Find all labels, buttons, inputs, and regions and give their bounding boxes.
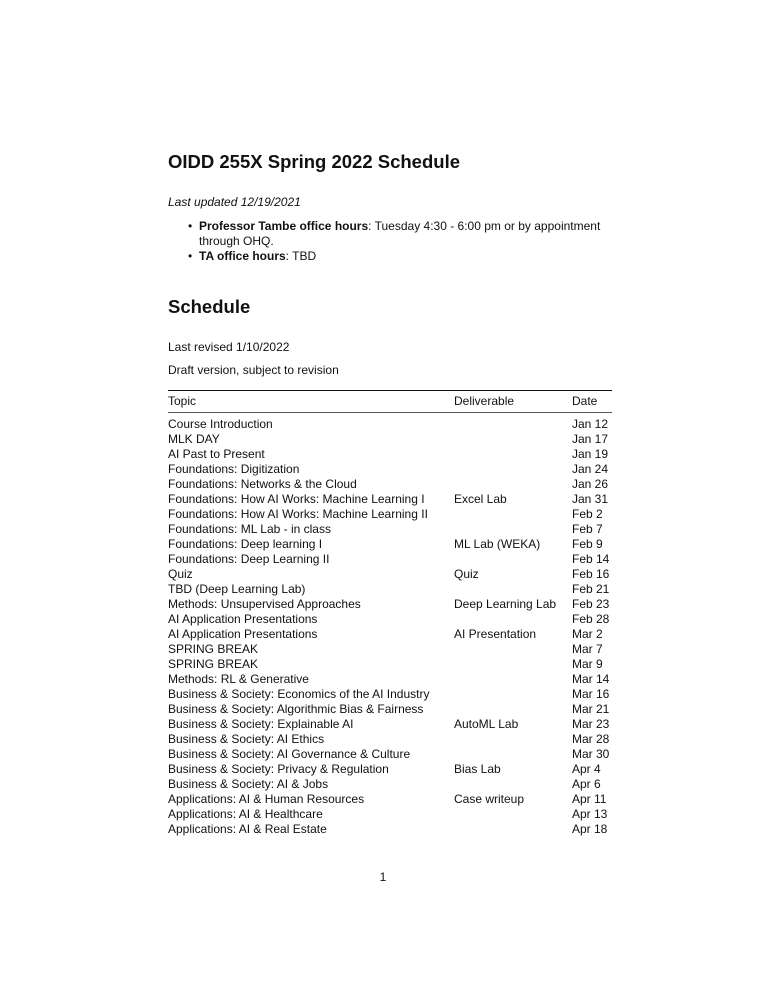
cell-deliverable (454, 642, 572, 657)
table-row (168, 582, 612, 597)
cell-deliverable (454, 462, 572, 477)
cell-date: Mar 7 (572, 642, 603, 656)
cell-date: Feb 7 (572, 522, 603, 536)
cell-topic: Foundations: Digitization (168, 462, 300, 476)
schedule-table (168, 390, 612, 837)
table-row (168, 702, 612, 717)
schedule-heading: Schedule (168, 296, 251, 317)
table-row (168, 612, 612, 627)
cell-deliverable (454, 777, 572, 792)
table-row (168, 717, 612, 732)
table-row (168, 732, 612, 747)
cell-date: Apr 4 (572, 762, 601, 776)
table-row (168, 462, 612, 477)
cell-topic: TBD (Deep Learning Lab) (168, 582, 306, 596)
cell-topic: Applications: AI & Human Resources (168, 792, 365, 806)
cell-topic: SPRING BREAK (168, 642, 259, 656)
table-row (168, 447, 612, 462)
table-row (168, 413, 612, 433)
cell-deliverable (454, 552, 572, 567)
cell-date: Mar 9 (572, 657, 603, 671)
cell-deliverable: AutoML Lab (454, 717, 519, 731)
table-header-row (168, 391, 612, 413)
cell-date: Mar 21 (572, 702, 610, 716)
table-row (168, 642, 612, 657)
cell-date: Jan 19 (572, 447, 609, 461)
cell-topic: Foundations: How AI Works: Machine Learning II (168, 507, 428, 521)
draft-note: Draft version, subject to revision (168, 363, 339, 377)
table-row (168, 597, 612, 612)
document-title: OIDD 255X Spring 2022 Schedule (168, 151, 460, 172)
cell-deliverable: AI Presentation (454, 627, 537, 641)
table-row (168, 687, 612, 702)
table-row (168, 477, 612, 492)
cell-deliverable (454, 747, 572, 762)
table-row (168, 747, 612, 762)
cell-deliverable (454, 822, 572, 837)
cell-deliverable (454, 612, 572, 627)
cell-date: Jan 31 (572, 492, 609, 506)
cell-date: Apr 6 (572, 777, 601, 791)
office-hours-text: : TBD (285, 249, 317, 263)
column-header-date: Date (572, 394, 598, 408)
cell-topic: Quiz (168, 567, 193, 581)
cell-date: Jan 17 (572, 432, 609, 446)
table-row (168, 762, 612, 777)
cell-date: Feb 9 (572, 537, 603, 551)
cell-deliverable: Bias Lab (454, 762, 501, 776)
office-hours-item-professor (168, 219, 612, 249)
cell-deliverable (454, 447, 572, 462)
cell-date: Feb 14 (572, 552, 610, 566)
cell-date: Feb 21 (572, 582, 610, 596)
cell-deliverable (454, 582, 572, 597)
cell-date: Apr 18 (572, 822, 608, 836)
cell-deliverable (454, 672, 572, 687)
cell-deliverable: Excel Lab (454, 492, 507, 506)
cell-deliverable: ML Lab (WEKA) (454, 537, 541, 551)
table-row (168, 492, 612, 507)
cell-topic: Applications: AI & Healthcare (168, 807, 323, 821)
office-hours-item-ta (168, 249, 612, 264)
table-row (168, 522, 612, 537)
cell-topic: Foundations: ML Lab - in class (168, 522, 331, 536)
cell-topic: Business & Society: Algorithmic Bias & Fairness (168, 702, 424, 716)
cell-date: Mar 14 (572, 672, 610, 686)
cell-topic: AI Past to Present (168, 447, 265, 461)
cell-topic: Foundations: Deep Learning II (168, 552, 330, 566)
office-hours-list (168, 219, 612, 264)
cell-topic: MLK DAY (168, 432, 220, 446)
cell-date: Jan 12 (572, 417, 609, 431)
cell-topic: AI Application Presentations (168, 612, 318, 626)
page-number: 1 (379, 870, 387, 884)
cell-topic: Course Introduction (168, 417, 273, 431)
cell-topic: Business & Society: Explainable AI (168, 717, 354, 731)
cell-deliverable: Deep Learning Lab (454, 597, 557, 611)
cell-topic: Business & Society: Economics of the AI Industry (168, 687, 430, 701)
cell-topic: Methods: Unsupervised Approaches (168, 597, 361, 611)
table-row (168, 627, 612, 642)
cell-deliverable (454, 807, 572, 822)
table-row (168, 792, 612, 807)
cell-date: Feb 23 (572, 597, 610, 611)
table-row (168, 822, 612, 837)
bullet-icon: • (188, 219, 193, 233)
cell-topic: Business & Society: AI Governance & Culture (168, 747, 411, 761)
cell-date: Mar 28 (572, 732, 610, 746)
cell-deliverable (454, 702, 572, 717)
cell-date: Feb 16 (572, 567, 610, 581)
table-row (168, 657, 612, 672)
column-header-topic: Topic (168, 394, 197, 408)
cell-deliverable: Quiz (454, 567, 479, 581)
cell-date: Mar 2 (572, 627, 603, 641)
cell-topic: Business & Society: AI & Jobs (168, 777, 329, 791)
cell-topic: Foundations: Networks & the Cloud (168, 477, 357, 491)
cell-deliverable (454, 413, 572, 433)
table-row (168, 552, 612, 567)
cell-topic: Foundations: Deep learning I (168, 537, 323, 551)
cell-date: Jan 26 (572, 477, 609, 491)
bullet-icon: • (188, 249, 193, 263)
table-row (168, 507, 612, 522)
cell-deliverable (454, 687, 572, 702)
cell-date: Mar 23 (572, 717, 610, 731)
cell-topic: SPRING BREAK (168, 657, 259, 671)
cell-date: Feb 2 (572, 507, 603, 521)
cell-topic: AI Application Presentations (168, 627, 318, 641)
cell-topic: Methods: RL & Generative (168, 672, 309, 686)
cell-topic: Applications: AI & Real Estate (168, 822, 327, 836)
cell-deliverable (454, 657, 572, 672)
cell-deliverable: Case writeup (454, 792, 525, 806)
office-hours-label: Professor Tambe office hours (199, 219, 369, 233)
cell-topic: Business & Society: Privacy & Regulation (168, 762, 389, 776)
cell-deliverable (454, 507, 572, 522)
cell-date: Apr 11 (572, 792, 607, 806)
last-updated-note: Last updated 12/19/2021 (168, 195, 301, 209)
cell-date: Apr 13 (572, 807, 608, 821)
cell-deliverable (454, 732, 572, 747)
cell-deliverable (454, 522, 572, 537)
cell-date: Mar 30 (572, 747, 610, 761)
table-row (168, 432, 612, 447)
table-row (168, 567, 612, 582)
table-row (168, 807, 612, 822)
cell-date: Mar 16 (572, 687, 610, 701)
cell-topic: Business & Society: AI Ethics (168, 732, 325, 746)
last-revised-note: Last revised 1/10/2022 (168, 340, 290, 354)
cell-date: Jan 24 (572, 462, 609, 476)
table-row (168, 777, 612, 792)
cell-topic: Foundations: How AI Works: Machine Learning I (168, 492, 425, 506)
schedule-table-body (168, 413, 612, 838)
column-header-deliverable: Deliverable (454, 394, 515, 408)
cell-deliverable (454, 477, 572, 492)
cell-deliverable (454, 432, 572, 447)
office-hours-text: : Tuesday 4:30 - 6:00 pm or by appointment through OHQ. (199, 219, 601, 248)
office-hours-label: TA office hours (199, 249, 286, 263)
table-row (168, 672, 612, 687)
cell-date: Feb 28 (572, 612, 610, 626)
table-row (168, 537, 612, 552)
